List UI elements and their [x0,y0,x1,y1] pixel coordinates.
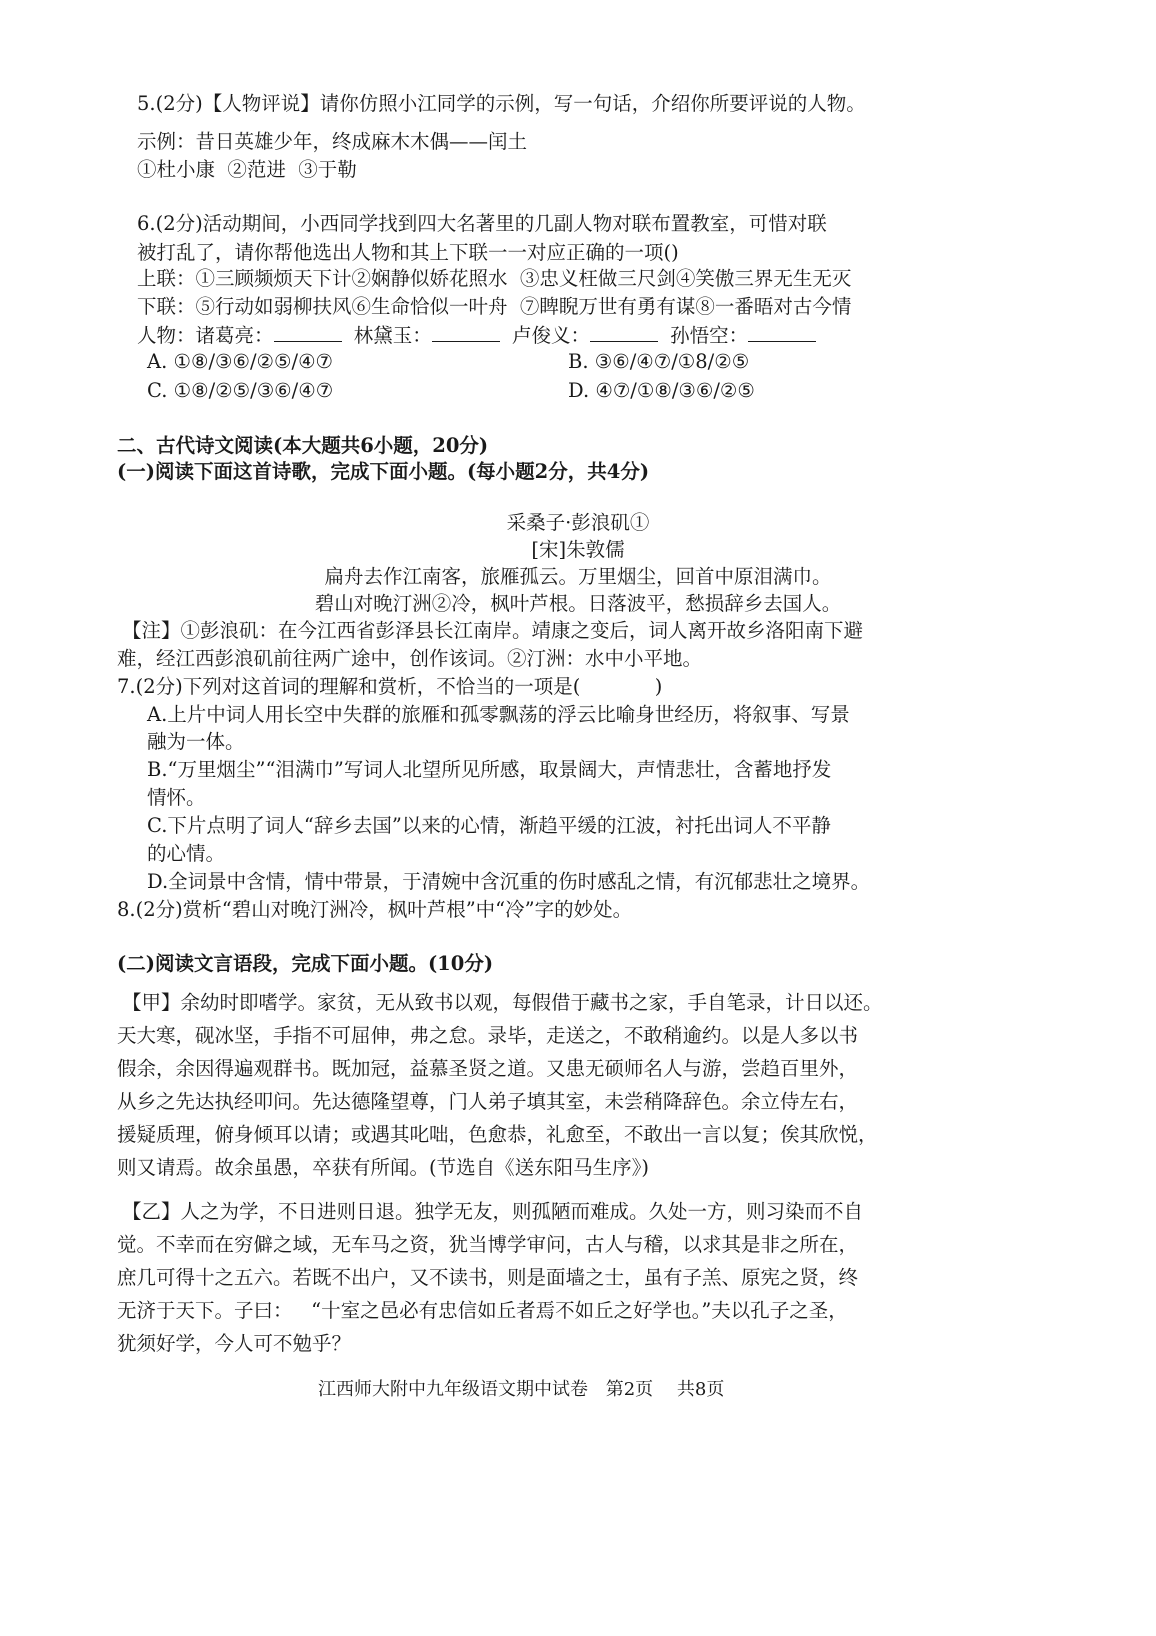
answer-blank[interactable] [748,321,816,342]
jia-line: 则又请焉。故余虽愚，卒获有所闻。(节选自《送东阳马生序》) [117,1156,649,1179]
q7-option-d[interactable]: D.全词景中含情，情中带景，于清婉中含沉重的伤时感乱之情，有沉郁悲壮之境界。 [147,870,871,893]
part2-title: (二)阅读文言语段，完成下面小题。(10分) [117,952,494,975]
footer-page-number: 第2页 [605,1379,654,1400]
footer-total-pages: 共8页 [676,1379,725,1400]
q6-option-d[interactable]: D. ④⑦/①⑧/③⑥/②⑤ [568,379,755,402]
yi-line: 犹须好学，今人可不勉乎？ [117,1332,352,1355]
q5-example: 示例：昔日英雄少年，终成麻木木偶——闰土 [137,130,528,153]
poem-line-1: 扁舟去作江南客，旅雁孤云。万里烟尘，回首中原泪满巾。 [324,565,832,588]
poem-title: 采桑子·彭浪矶① [506,511,650,534]
section2-part1-title: (一)阅读下面这首诗歌，完成下面小题。(每小题2分，共4分) [117,460,650,483]
poem-line-2: 碧山对晚汀洲②冷，枫叶芦根。日落波平，愁损辞乡去国人。 [314,592,842,615]
poem-note-line2: 难，经江西彭浪矶前往两广途中，创作该词。②汀洲：水中小平地。 [117,647,703,670]
section2-title: 二、古代诗文阅读(本大题共6小题，20分) [117,434,489,457]
person-lindaiyu: 林黛玉： [353,324,432,347]
footer-title: 江西师大附中九年级语文期中试卷 [318,1379,588,1400]
q7-option-c-line1[interactable]: C.下片点明了词人“辞乡去国”以来的心情，渐趋平缓的江波，衬托出词人不平静 [147,814,831,837]
q7-option-a-line1[interactable]: A.上片中词人用长空中失群的旅雁和孤零飘荡的浮云比喻身世经历，将叙事、写景 [147,703,850,726]
q6-persons-row [137,321,816,349]
answer-blank[interactable] [274,321,342,342]
jia-line: 【甲】余幼时即嗜学。家贫，无从致书以观，每假借于藏书之家，手自笔录，计日以还。 [122,991,883,1014]
q6-stem-line2: 被打乱了，请你帮他选出人物和其上下联一一对应正确的一项() [137,241,679,264]
q6-option-a[interactable]: A. ①⑧/③⑥/②⑤/④⑦ [147,350,334,373]
person-sunwukong: 孙悟空： [670,324,749,347]
q7-option-c-line2: 的心情。 [147,842,226,865]
jia-line: 从乡之先达执经叩问。先达德隆望尊，门人弟子填其室，未尝稍降辞色。余立侍左右， [117,1090,859,1113]
q7-option-b-line1[interactable]: B.“万里烟尘”“泪满巾”写词人北望所见所感，取景阔大，声情悲壮，含蓄地抒发 [147,758,832,781]
q5-stem: 5.(2分)【人物评说】请你仿照小江同学的示例，写一句话，介绍你所要评说的人物。 [137,92,866,115]
answer-blank[interactable] [590,321,658,342]
q6-lower-couplet: 下联：⑤行动如弱柳扶风⑥生命恰似一叶舟 ⑦睥睨万世有勇有谋⑧一番晤对古今情 [137,295,852,318]
jia-line: 假余，余因得遍观群书。既加冠，益慕圣贤之道。又患无硕师名人与游，尝趋百里外， [117,1057,859,1080]
person-zhugeliang: 诸葛亮： [195,324,274,347]
yi-line: 【乙】人之为学，不日进则日退。独学无友，则孤陋而难成。久处一方，则习染而不自 [122,1200,864,1223]
q6-option-b[interactable]: B. ③⑥/④⑦/①8/②⑤ [568,350,750,373]
q6-option-c[interactable]: C. ①⑧/②⑤/③⑥/④⑦ [147,379,334,402]
yi-line: 无济于天下。子曰： “十室之邑必有忠信如丘者焉不如丘之好学也。”夫以孔子之圣， [117,1299,848,1322]
q6-upper-couplet: 上联：①三顾频烦天下计②娴静似娇花照水 ③忠义枉做三尺剑④笑傲三界无生无灭 [137,267,852,290]
yi-line: 觉。不幸而在穷僻之域，无车马之资，犹当博学审问，古人与稽，以求其是非之所在， [117,1233,859,1256]
poem-author: [宋]朱敦儒 [531,538,625,561]
q7-option-b-line2: 情怀。 [147,786,206,809]
q8-stem: 8.(2分)赏析“碧山对晚汀洲冷，枫叶芦根”中“冷”字的妙处。 [117,898,633,921]
q5-choices: ①杜小康 ②范进 ③于勒 [137,158,357,181]
page-footer [318,1377,724,1403]
yi-line: 庶几可得十之五六。若既不出户，又不读书，则是面墙之士，虽有子羔、原宪之贤，终 [117,1266,859,1289]
jia-line: 天大寒，砚冰坚，手指不可屈伸，弗之怠。录毕，走送之，不敢稍逾约。以是人多以书 [117,1024,859,1047]
q6-stem-line1: 6.(2分)活动期间，小西同学找到四大名著里的几副人物对联布置教室，可惜对联 [137,212,827,235]
poem-note-line1: 【注】①彭浪矶：在今江西省彭泽县长江南岸。靖康之变后，词人离开故乡洛阳南下避 [122,619,864,642]
person-lujunyi: 卢俊义： [511,324,590,347]
answer-blank[interactable] [432,321,500,342]
persons-label: 人物： [137,324,196,347]
q7-stem: 7.(2分)下列对这首词的理解和赏析，不恰当的一项是( ) [117,675,663,698]
q7-option-a-line2: 融为一体。 [147,730,245,753]
jia-line: 援疑质理，俯身倾耳以请；或遇其叱咄，色愈恭，礼愈至，不敢出一言以复；俟其欣悦， [117,1123,878,1146]
